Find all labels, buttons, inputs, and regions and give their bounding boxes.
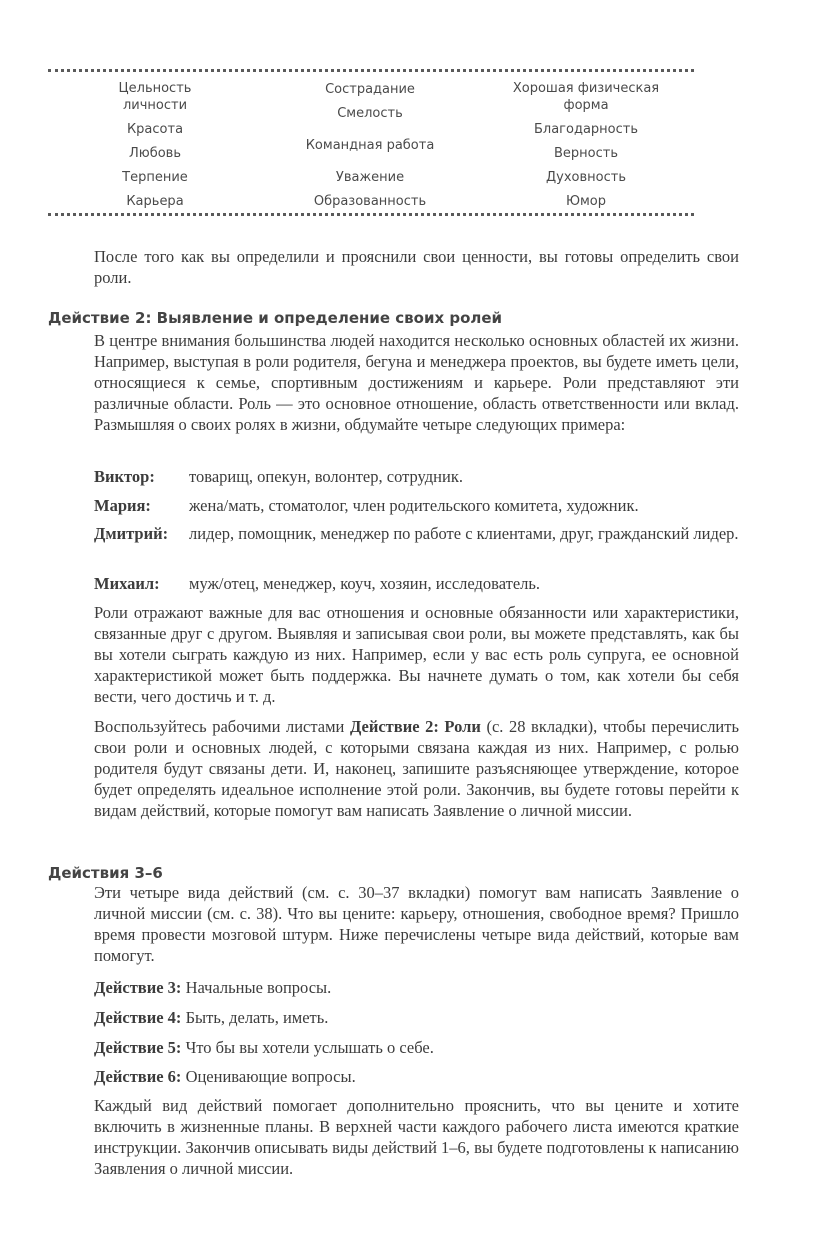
paragraph3-text-end: (с. 28 вкладки), чтобы перечислить свои роли и основных людей, с которыми связана каждая из них. Например, с ролью родителя будут связаны дети. И, наконец, запишите разъясняющее утверждение, которое будет определять идеальное исполнение этой роли. Закончив, вы будете готовы перейти к видам действий, которые помогут вам написать Заявление о личной миссии. xyxy=(94,717,739,820)
dotted-divider-bottom xyxy=(48,213,694,216)
value-cell: Уважение xyxy=(335,169,405,185)
value-cell: Духовность xyxy=(546,169,626,185)
role-person-name: Дмитрий: xyxy=(94,524,169,543)
action-list-item xyxy=(94,1007,328,1028)
section3-paragraph-1: Эти четыре вида действий (см. с. 30–37 вкладки) помогут вам написать Заявление о личной миссии (см. с. 38). Что вы цените: карьеру, отношения, свободное время? Пришло время провести мозговой штурм. Ниже перечислены четыре вида действий, которые вам помогут. xyxy=(94,883,739,965)
action-desc: Оценивающие вопросы. xyxy=(185,1067,356,1086)
action-list-item xyxy=(94,1066,356,1087)
intro-paragraph: После того как вы определили и прояснили свои ценности, вы готовы определить свои роли. xyxy=(94,247,739,287)
paragraph3-text-start: Воспользуйтесь рабочими листами xyxy=(94,717,350,736)
section2-paragraph-1: В центре внимания большинства людей находится несколько основных областей их жизни. Например, выступая в роли родителя, бегуна и менеджера проектов, вы будете иметь цели, относящиеся к семье, спортивным достижениям и карьере. Роли представляют эти различные области. Роль — это основное отношение, область ответственности или вклад. Размышляя о своих ролях в жизни, обдумайте четыре следующих примера: xyxy=(94,331,739,434)
value-cell: Сострадание xyxy=(325,81,415,97)
value-cell: Хорошая физическая форма xyxy=(512,81,660,113)
role-person-name: Мария: xyxy=(94,496,151,515)
action-desc: Начальные вопросы. xyxy=(185,978,332,997)
role-person-roles: лидер, помощник, менеджер по работе с клиентами, друг, гражданский лидер. xyxy=(189,524,739,543)
action-name: Действие 3: xyxy=(94,978,182,997)
value-cell: Карьера xyxy=(126,193,184,209)
value-cell: Любовь xyxy=(128,145,181,161)
value-cell: Командная работа xyxy=(305,137,435,153)
action-name: Действие 6: xyxy=(94,1067,182,1086)
value-cell: Юмор xyxy=(565,193,607,209)
action-list-item xyxy=(94,1037,434,1058)
value-cell: Красота xyxy=(126,121,184,137)
role-person-roles: жена/мать, стоматолог, член родительского комитета, художник. xyxy=(189,496,639,515)
value-cell: Верность xyxy=(553,145,618,161)
value-cell: Терпение xyxy=(122,169,188,185)
value-cell: Образованность xyxy=(313,193,427,209)
action-name: Действие 5: xyxy=(94,1038,182,1057)
action-list-item xyxy=(94,977,331,998)
values-column-2 xyxy=(302,77,438,213)
section-heading-actions-3-6: Действия 3–6 xyxy=(48,864,163,882)
role-person-name: Виктор: xyxy=(94,467,155,486)
section-heading-action-2: Действие 2: Выявление и определение своих ролей xyxy=(48,309,503,327)
action-desc: Быть, делать, иметь. xyxy=(185,1008,329,1027)
worksheet-reference: Действие 2: Роли xyxy=(349,717,481,736)
role-person-name: Михаил: xyxy=(94,574,160,593)
action-desc: Что бы вы хотели услышать о себе. xyxy=(185,1038,434,1057)
section2-paragraph-3 xyxy=(94,716,739,821)
dotted-divider-top xyxy=(48,69,694,72)
values-column-1 xyxy=(90,77,220,213)
values-column-3 xyxy=(504,77,668,213)
role-person-roles: товарищ, опекун, волонтер, сотрудник. xyxy=(189,467,463,486)
role-person-roles: муж/отец, менеджер, коуч, хозяин, исследователь. xyxy=(189,574,541,593)
value-cell: Смелость xyxy=(337,105,403,121)
section2-paragraph-2: Роли отражают важные для вас отношения и основные обязанности или характеристики, связанные друг с другом. Выявляя и записывая свои роли, вы можете представлять, как бы вы хотели сыграть каждую из них. Например, если у вас есть роль супруга, ее основной характеристикой может быть поддержка. Вы начнете думать о том, как хотели бы себя вести, чего достичь и т. д. xyxy=(94,603,739,706)
section3-paragraph-2: Каждый вид действий помогает дополнительно прояснить, что вы цените и хотите включить в жизненные планы. В верхней части каждого рабочего листа имеются краткие инструкции. Закончив описывать виды действий 1–6, вы будете подготовлены к написанию Заявления о личной миссии. xyxy=(94,1096,739,1178)
action-name: Действие 4: xyxy=(94,1008,182,1027)
value-cell: Цельность личности xyxy=(118,81,192,113)
value-cell: Благодарность xyxy=(533,121,639,137)
